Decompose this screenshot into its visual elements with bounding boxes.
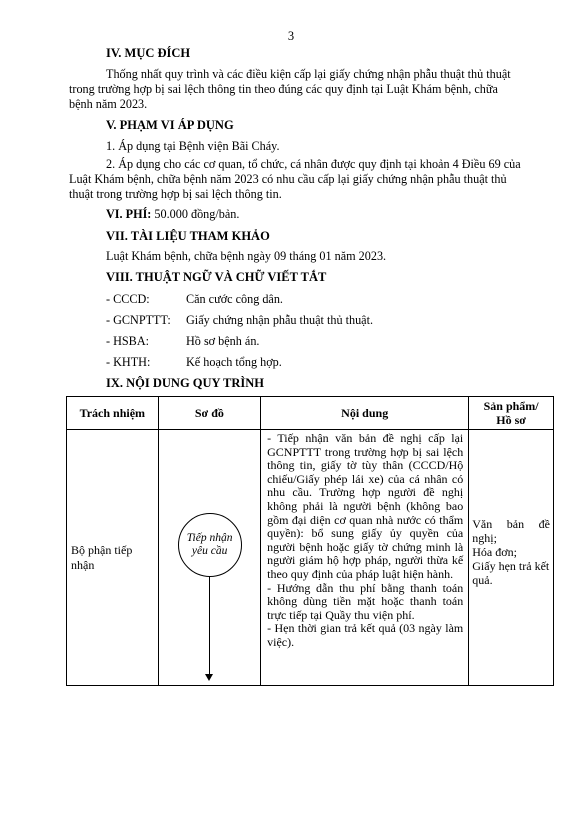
flow-step-label-2: yêu cầu — [191, 545, 228, 557]
table-header-row — [67, 397, 554, 430]
section-4-heading: IV. MỤC ĐÍCH — [106, 46, 191, 60]
diagram-cell — [158, 430, 260, 686]
flow-step-oval — [178, 513, 242, 577]
term-meaning: Căn cước công dân. — [186, 292, 283, 306]
content-paragraph: - Hẹn thời gian trả kết quả (03 ngày làm việc). — [267, 621, 464, 649]
header-products — [469, 397, 554, 430]
term-abbr: - GCNPTTT: — [106, 313, 171, 327]
section-5-item-1 — [69, 139, 518, 154]
section-4-line-3: bệnh năm 2023. — [69, 97, 148, 111]
section-5-item-2-line-2: Luật Khám bệnh, chữa bệnh năm 2023 có nhu cầu cấp lại giấy chứng nhận phẫu thuật thủ — [69, 172, 507, 186]
header-products-line-2: Hồ sơ — [496, 413, 526, 427]
content-paragraph: - Tiếp nhận văn bản đề nghị cấp lại GCNPTTT trong trường hợp bị sai lệch thông tin, giấy tờ tùy thân (CCCD/Hộ chiếu/Giấy phép lái xe) của cá nhân có nhu cầu. Trường hợp người đề nghị không phải là người bệnh (không bao gồm đại diện cơ quan nhà nước có thẩm quyền): bổ sung giấy ủy quyền của người bệnh hoặc giấy tờ chứng minh là người giám hộ hợp pháp, người thừa kế theo quy định của pháp luật hiện hành. — [267, 431, 464, 581]
procedure-table — [66, 396, 554, 686]
content-cell — [261, 430, 469, 686]
section-5-heading: V. PHẠM VI ÁP DỤNG — [106, 118, 234, 132]
product-item: Hóa đơn; — [472, 545, 517, 559]
section-8-heading: VIII. THUẬT NGỮ VÀ CHỮ VIẾT TẮT — [106, 270, 327, 284]
term-meaning: Kế hoạch tổng hợp. — [186, 355, 282, 369]
term-abbr: - CCCD: — [106, 292, 150, 306]
section-6-fee — [106, 207, 239, 222]
products-cell — [469, 430, 554, 686]
page-number: 3 — [287, 29, 295, 43]
header-responsibility: Trách nhiệm — [67, 397, 159, 430]
table-row — [67, 430, 554, 686]
term-meaning: Hồ sơ bệnh án. — [186, 334, 260, 348]
header-content: Nội dung — [261, 397, 469, 430]
fee-label: VI. PHÍ: — [106, 207, 152, 221]
section-5-item-1-text: 1. Áp dụng tại Bệnh viện Bãi Cháy. — [106, 139, 280, 153]
term-abbr: - HSBA: — [106, 334, 150, 348]
product-item: Giấy hẹn trả kết quả. — [472, 559, 550, 587]
flow-arrow-down-icon — [205, 674, 213, 681]
product-item: Văn bản đề nghị; — [472, 517, 550, 545]
flow-step-label-1: Tiếp nhận — [186, 532, 233, 544]
section-4-text — [69, 67, 518, 112]
header-products-line-1: Sản phẩm/ — [483, 399, 539, 413]
flow-connector-line — [209, 576, 210, 677]
section-5-item-2-line-1: 2. Áp dụng cho các cơ quan, tổ chức, cá nhân được quy định tại khoản 4 Điều 69 của — [106, 157, 521, 171]
section-9-heading: IX. NỘI DUNG QUY TRÌNH — [106, 376, 265, 390]
section-7-heading: VII. TÀI LIỆU THAM KHẢO — [106, 229, 270, 243]
content-paragraph: - Hướng dẫn thu phí bằng thanh toán không dùng tiền mặt hoặc thanh toán trực tiếp tại Quầy thu viện phí. — [267, 580, 464, 622]
responsibility-cell: Bộ phận tiếp nhận — [67, 430, 159, 686]
header-diagram: Sơ đồ — [158, 397, 260, 430]
section-5-item-2 — [69, 157, 521, 202]
section-4-line-1: Thống nhất quy trình và các điều kiện cấp lại giấy chứng nhận phẫu thuật thủ thuật — [106, 67, 511, 81]
section-7-text: Luật Khám bệnh, chữa bệnh ngày 09 tháng 01 năm 2023. — [106, 249, 387, 263]
section-5-item-2-line-3: thuật trong trường hợp bị sai lệch thông tin. — [69, 187, 282, 201]
term-meaning: Giấy chứng nhận phẫu thuật thủ thuật. — [186, 313, 374, 327]
section-4-line-2: trong trường hợp bị sai lệch thông tin theo đúng các quy định tại Luật Khám bệnh, chữa — [69, 82, 498, 96]
fee-value: 50.000 đồng/bản. — [151, 207, 240, 221]
term-abbr: - KHTH: — [106, 355, 151, 369]
